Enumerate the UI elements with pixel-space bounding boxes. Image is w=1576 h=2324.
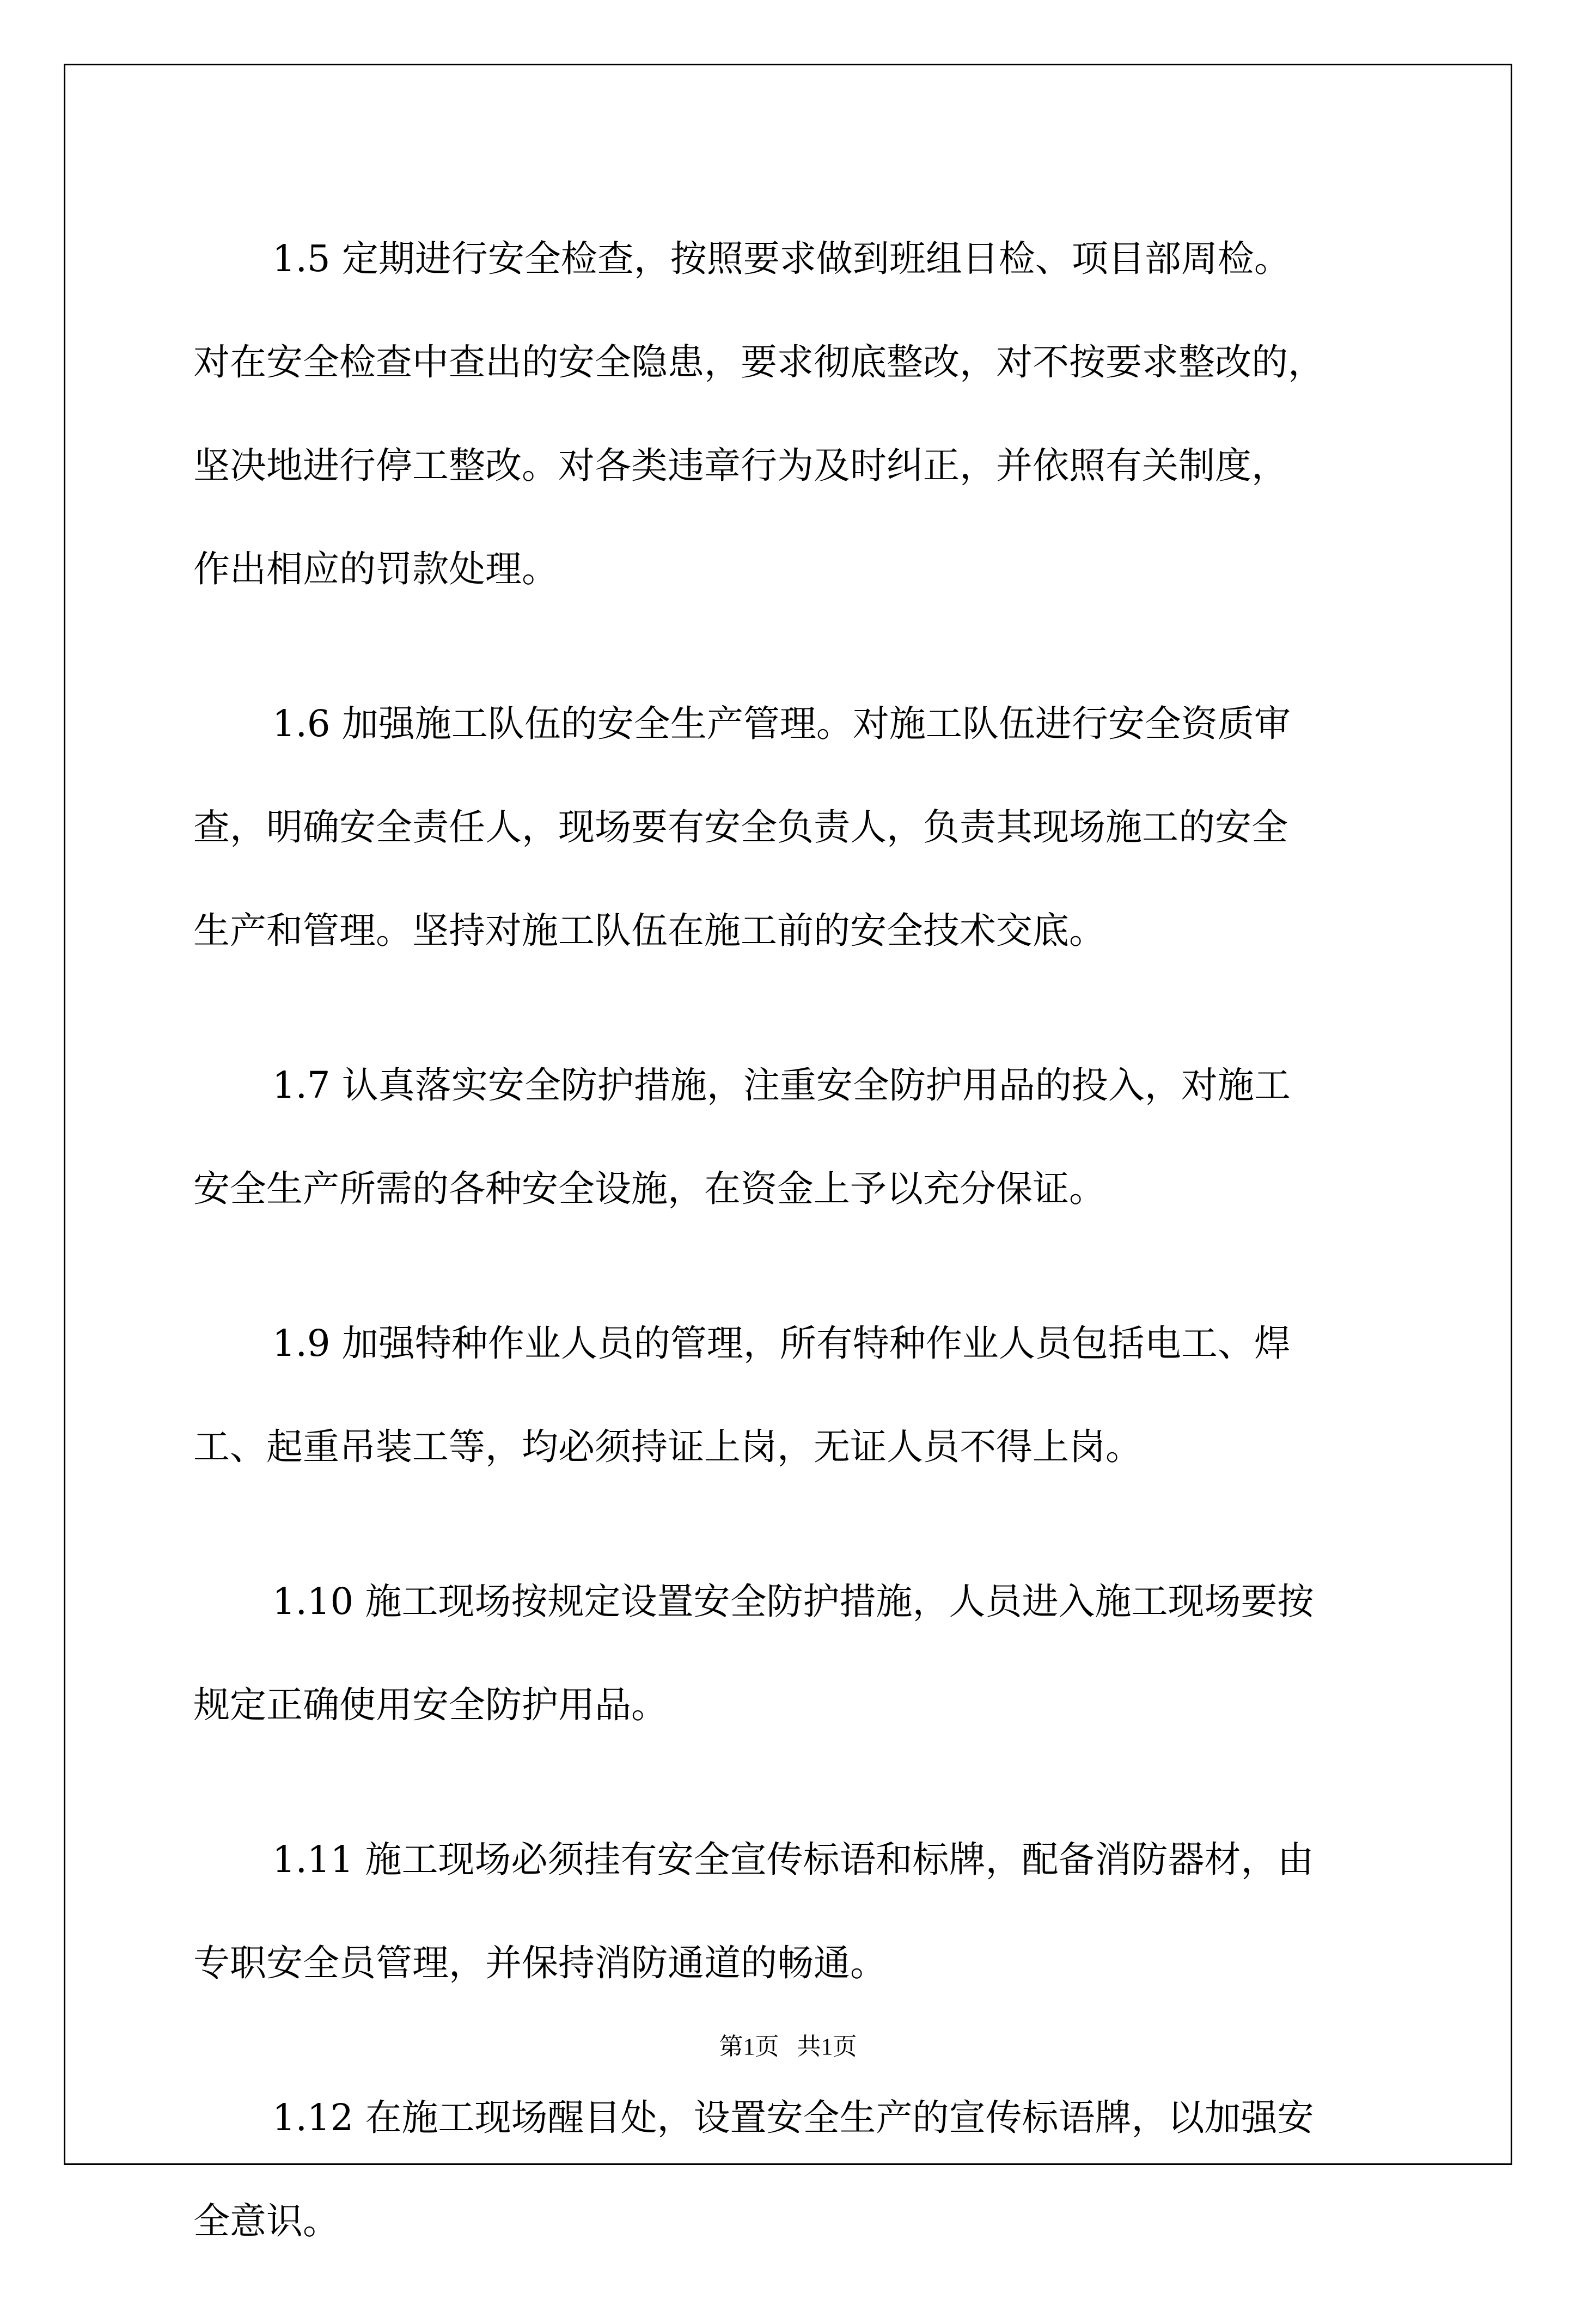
paragraph-line: 1.5 定期进行安全检查，按照要求做到班组日检、项目部周检。 [272, 237, 1291, 280]
paragraph-line: 安全生产所需的各种安全设施，在资金上予以充分保证。 [193, 1167, 1105, 1210]
paragraph-line: 1.6 加强施工队伍的安全生产管理。对施工队伍进行安全资质审 [272, 702, 1291, 745]
page-number: 第1页 [719, 2033, 779, 2060]
paragraph-line: 对在安全检查中查出的安全隐患，要求彻底整改，对不按要求整改的， [193, 341, 1324, 383]
document-body [193, 207, 1386, 2324]
paragraph-1-9 [193, 1292, 1386, 1499]
page-footer [0, 2027, 1576, 2062]
paragraph-1-11 [193, 1808, 1386, 2015]
paragraph-line: 1.10 施工现场按规定设置安全防护措施，人员进入施工现场要按 [272, 1580, 1314, 1623]
paragraph-line: 1.12 在施工现场醒目处，设置安全生产的宣传标语牌，以加强安 [272, 2096, 1314, 2139]
page-total: 共1页 [797, 2033, 857, 2060]
paragraph-1-7 [193, 1033, 1386, 1240]
paragraph-line: 查，明确安全责任人，现场要有安全负责人，负责其现场施工的安全 [193, 806, 1288, 848]
paragraph-1-10 [193, 1550, 1386, 1757]
paragraph-line: 作出相应的罚款处理。 [193, 548, 558, 590]
paragraph-line: 坚决地进行停工整改。对各类违章行为及时纠正，并依照有关制度， [193, 444, 1288, 487]
paragraph-1-6 [193, 672, 1386, 982]
paragraph-line: 1.9 加强特种作业人员的管理，所有特种作业人员包括电工、焊 [272, 1322, 1291, 1365]
paragraph-line: 全意识。 [193, 2200, 339, 2242]
paragraph-line: 1.11 施工现场必须挂有安全宣传标语和标牌，配备消防器材，由 [272, 1838, 1314, 1881]
paragraph-line: 规定正确使用安全防护用品。 [193, 1684, 668, 1726]
paragraph-1-12 [193, 2066, 1386, 2273]
paragraph-line: 工、起重吊装工等，均必须持证上岗，无证人员不得上岗。 [193, 1426, 1142, 1468]
paragraph-line: 生产和管理。坚持对施工队伍在施工前的安全技术交底。 [193, 909, 1105, 952]
paragraph-line: 1.7 认真落实安全防护措施，注重安全防护用品的投入，对施工 [272, 1064, 1291, 1106]
paragraph-line: 专职安全员管理，并保持消防通道的畅通。 [193, 1942, 887, 1984]
paragraph-1-5 [193, 207, 1386, 621]
